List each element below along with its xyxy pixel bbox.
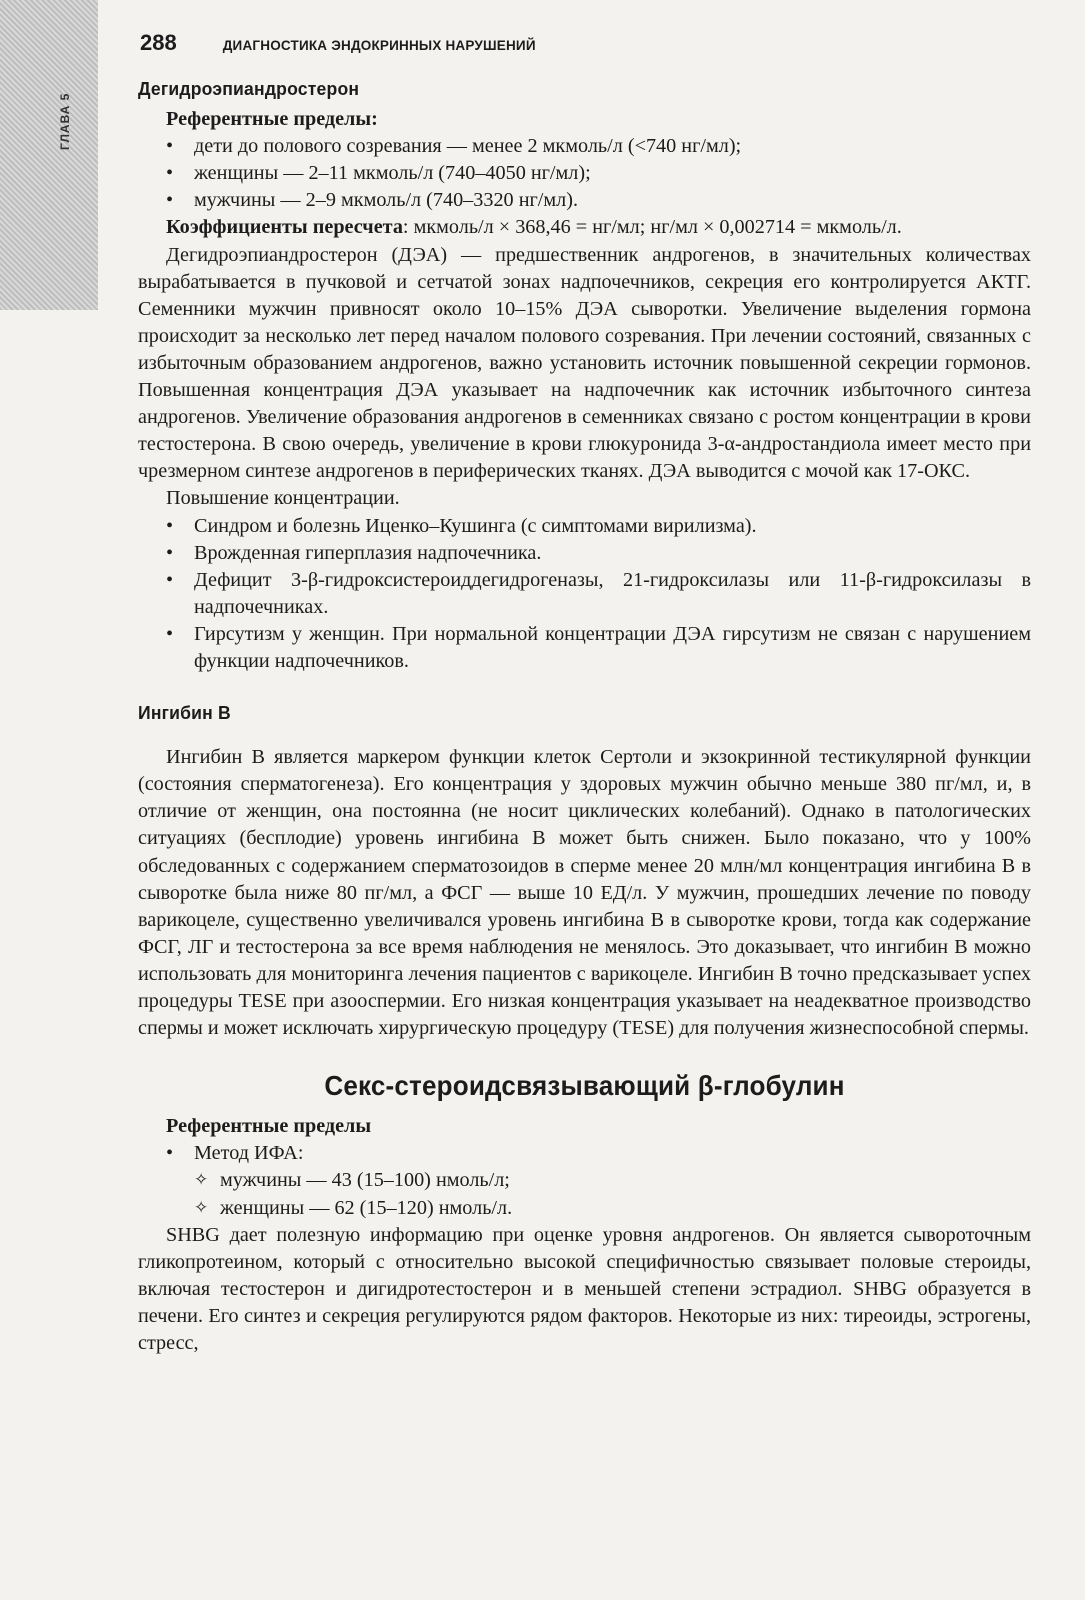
list-item: • женщины — 2–11 мкмоль/л (740–4050 нг/мл); (166, 160, 1031, 187)
chapter-side-label: ГЛАВА 5 (58, 92, 72, 150)
list-item: • Дефицит 3-β-гидроксистероиддегидрогеназы, 21-гидроксилазы или 11-β-гидроксилазы в надпочечниках. (166, 567, 1031, 621)
section-title-inhibin: Ингибин B (138, 702, 231, 724)
shbg-method-list (138, 1140, 1031, 1167)
shbg-ref-label: Референтные пределы (166, 1115, 372, 1138)
dhea-paragraph: Дегидроэпиандростерон (ДЭА) — предшественник андрогенов, в значительных количествах вырабатывается в пучковой и сетчатой зонах надпочечников, секреция его контролируется АКТГ. Семенники мужчин привносят около 10–15% ДЭА сыворотки. Увеличение выделения гормона происходит за несколько лет перед началом полового созревания. При лечении состояний, связанных с избыточным образованием андрогенов, важно установить источник повышенной секреции гормонов. Повышенная концентрация ДЭА указывает на надпочечник как источник избыточного синтеза андрогенов. Увеличение образования андрогенов в семенниках связано с ростом концентрации в крови тестостерона. В свою очередь, увеличение в крови глюкуронида 3-α-андростандиола имеет место при чрезмерном синтезе андрогенов в периферических тканях. ДЭА выводится с мочой как 17-ОКС. (138, 243, 1031, 483)
list-item: ✧ мужчины — 43 (15–100) нмоль/л; (194, 1167, 1031, 1194)
list-item: • дети до полового созревания — менее 2 мкмоль/л (<740 нг/мл); (166, 133, 1031, 160)
coef-label: Коэффициенты пересчета (166, 216, 403, 239)
dhea-coefficients (138, 214, 1031, 241)
page-header (140, 30, 1030, 60)
page-number: 288 (140, 30, 177, 55)
section-title-dhea: Дегидроэпиандростерон (138, 78, 360, 99)
page-body (138, 75, 1031, 1357)
dhea-ref-label: Референтные пределы: (166, 108, 378, 131)
coef-text: : мкмоль/л × 368,46 = нг/мл; нг/мл × 0,002714 = мкмоль/л. (402, 216, 902, 239)
list-item: • Гирсутизм у женщин. При нормальной концентрации ДЭА гирсутизм не связан с нарушением функции надпочечников. (166, 621, 1031, 675)
shbg-paragraph: SHBG дает полезную информацию при оценке уровня андрогенов. Он является сывороточным гликопротеином, который с относительно высокой специфичностью связывает половые стероиды, включая тестостерон и дигидротестостерон и в меньшей степени эстрадиол. SHBG образуется в печени. Его синтез и секреция регулируются рядом факторов. Некоторые из них: тиреоиды, эстрогены, стресс, (138, 1223, 1031, 1355)
dhea-increase-list (138, 513, 1031, 676)
list-item: • мужчины — 2–9 мкмоль/л (740–3320 нг/мл). (166, 187, 1031, 214)
inhibin-paragraph: Ингибин B является маркером функции клеток Сертоли и экзокринной тестикулярной функции (состояния сперматогенеза). Его концентрация у здоровых мужчин обычно меньше 380 пг/мл, и, в отличие от женщин, она постоянна (не носит циклических колебаний). Однако в патологических ситуациях (бесплодие) уровень ингибина B может быть снижен. Было показано, что у 100% обследованных с содержанием сперматозоидов в сперме менее 20 млн/мл концентрация ингибина B в сыворотке была ниже 80 пг/мл, а ФСГ — выше 10 ЕД/л. У мужчин, прошедших лечение по поводу варикоцеле, существенно увеличивался уровень ингибина B в сыворотке крови, тогда как содержание ФСГ, ЛГ и тестостерона за все время наблюдения не менялось. Это доказывает, что ингибин B можно использовать для мониторинга лечения пациентов с варикоцеле. Ингибин B точно предсказывает успех процедуры TESE при азооспермии. Его низкая концентрация указывает на неадекватное производство спермы и может исключать хирургическую процедуру (TESE) для получения жизнеспособной спермы. (138, 746, 1031, 1040)
list-item: • Синдром и болезнь Иценко–Кушинга (с симптомами вирилизма). (166, 513, 1031, 540)
list-item: • Метод ИФА: (166, 1140, 1031, 1167)
running-head: ДИАГНОСТИКА ЭНДОКРИННЫХ НАРУШЕНИЙ (222, 38, 536, 53)
list-item: • Врожденная гиперплазия надпочечника. (166, 540, 1031, 567)
dhea-ref-list (138, 133, 1031, 214)
shbg-values-list (138, 1167, 1031, 1221)
section-title-shbg: Секс-стероидсвязывающий β-глобулин (324, 1070, 845, 1102)
chapter-side-tab (0, 0, 98, 310)
list-item: ✧ женщины — 62 (15–120) нмоль/л. (194, 1195, 1031, 1222)
dhea-increase-label: Повышение концентрации. (166, 487, 400, 510)
